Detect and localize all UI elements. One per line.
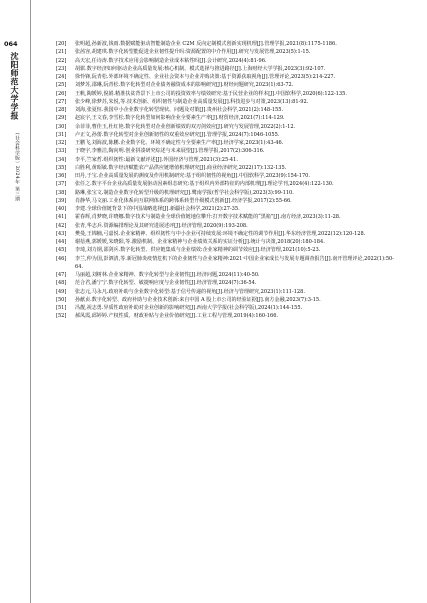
reference-text: 霍春辉,肖梦晓,许晓娜.数字技术与制造业全球价值链地位攀升:打开数字技术赋能的“黑箱”[J].南方经济,2023(3):11-28.: [75, 214, 341, 221]
reference-text: 肖静华,马文丽.工业化体系向互联网体系的跨体系转型升级模式创新[J].经济学报,2017(2):55-66.: [75, 197, 292, 204]
reference-text: 于晓宇,李雅洁,陶向明.创业拼凑研究综述与未来展望[J].管理学报,2017(2):306-316.: [75, 148, 265, 155]
reference-item: [56, 131, 400, 139]
reference-number: [28]: [56, 107, 67, 113]
reference-number: [42]: [56, 222, 67, 229]
reference-item: [56, 172, 400, 180]
reference-item: [56, 197, 400, 205]
journal-issue: （社会科学版）2024年 第三期: [14, 130, 19, 202]
reference-item: [56, 147, 400, 155]
reference-text: 高天宏,任诗涛.数字技术应用会影响制造企业成本粘性吗[J].会计研究,2024(4):81-96.: [75, 57, 267, 64]
reference-number: [26]: [56, 90, 67, 97]
reference-item: [56, 230, 400, 238]
reference-text: 樊曼,王锦楠,弓嘉悦.企业家精神、组织韧性与中小企业可持续发展:环境不确定性的调节作用[J].华东经济管理,2022(12):120-128.: [75, 230, 366, 237]
reference-text: 张少峰,徐梦苏,朱悦,等.技术创新、组织韧性与制造企业高质量发展[J].科技进步与对策,2023(13):81-92.: [75, 98, 309, 105]
reference-text: 赵宸宇,王文春,李雪松.数字化转型如何影响企业全要素生产率[J].财贸经济,2021(7):114-129.: [75, 115, 285, 122]
reference-item: [56, 296, 400, 304]
reference-item: [56, 98, 400, 106]
reference-number: [31]: [56, 131, 67, 138]
reference-number: [22]: [56, 57, 67, 64]
reference-number: [37]: [56, 181, 67, 188]
reference-text: 谢蓓燕,郭媛媛,朱晓阳,等.激励机制、企业家精神与企业绩效关系的实证分析[J].统计与决策,2018(20):180-184.: [75, 239, 325, 245]
reference-text: 张青,华志兵.资源编排理论及其研究进展述评[J].经济管理,2020(9):193-208.: [75, 222, 248, 229]
reference-item: [56, 180, 400, 188]
reference-text: 张明超,孙新波,钱雨.数据赋能驱动智能制造企业 C2M 反向定制模式创新实现机理[J].管理学报,2021(8):1175-1186.: [75, 41, 337, 47]
journal-title: 沈阳师范大学学报: [10, 52, 20, 120]
reference-list: [56, 40, 400, 321]
reference-text: 路琳,张宝文.制造企业数字化转型升级的机理研究[J].鹭南学报(哲学社会科学版),2023(3):99-110.: [75, 189, 294, 196]
journal-sidebar: [0, 0, 31, 603]
reference-item: [56, 271, 400, 279]
reference-text: 田丹,于宝.企业高质量发展的测度及作用机制研究:基于组织韧性的视角[J].中国软科学,2023(9):154-170.: [75, 173, 310, 179]
reference-text: 刘梦苏,邵琳,阮青松.数字化转型对企业债务融资成本的影响研究[J].财经问题研究,2023(1):63-72.: [75, 82, 294, 89]
reference-number: [23]: [56, 65, 67, 72]
reference-number: [40]: [56, 206, 67, 212]
reference-item: [56, 106, 400, 114]
reference-text: 范合君,潘宁宁.数字化转型、敏捷响应度与企业韧性[J].经济管理,2024(7):36-54.: [75, 280, 257, 287]
reference-number: [27]: [56, 98, 67, 105]
reference-item: [56, 164, 400, 172]
reference-number: [46]: [56, 255, 67, 262]
reference-number: [21]: [56, 49, 67, 56]
reference-item: [56, 90, 400, 98]
reference-text: 刘海,张夏恒.我国中小企业数字化转型现状、问题及对策[J].贵州社会科学,2021(2):148-155.: [75, 107, 284, 113]
reference-item: [56, 238, 400, 246]
reference-item: [56, 40, 400, 48]
reference-item: [56, 73, 400, 81]
reference-number: [34]: [56, 156, 67, 163]
reference-text: 张茜容,胡建琪.数字化转型能促进企业韧性提升吗:资源配置的中介作用[J].研究与发展管理,2023(5):1-15.: [75, 49, 311, 56]
reference-item: [56, 213, 400, 221]
reference-item: [56, 65, 400, 73]
reference-item: [56, 189, 400, 197]
reference-text: 冯靓,祝志勇.异质性政府补助对企业创新的影响研究[J].西南大学学报(社会科学版),2024(1):144-155.: [75, 305, 303, 311]
reference-number: [35]: [56, 164, 67, 171]
reference-item: [56, 57, 400, 65]
reference-item: [56, 246, 400, 254]
reference-text: 李建.全球价值链背景下的中国战略选择[J].新疆社会科学,2021(2):27-35.: [75, 206, 240, 212]
reference-text: 张志元,马永凡.政府补助与企业数字化转型:基于信号传递的视角[J].经济与管理研究,2023(1):111-128.: [75, 288, 305, 295]
reference-number: [24]: [56, 74, 67, 80]
reference-number: [45]: [56, 247, 67, 254]
reference-number: [20]: [56, 41, 67, 47]
reference-number: [33]: [56, 148, 67, 155]
reference-item: [56, 156, 400, 164]
reference-text: 白胜利,黄昭敏.数字经济赋能农产品供应链增值机理研究[J].商业经济研究,2022(17):132-135.: [75, 164, 287, 171]
reference-item: [56, 123, 400, 131]
reference-number: [32]: [56, 140, 67, 146]
reference-number: [48]: [56, 280, 67, 287]
reference-text: 卢正文,孙蕾.数字化转型对企业创新韧性的双重效应研究[J].管理学报,2024(7):1046-1055.: [75, 131, 280, 138]
reference-item: [56, 81, 400, 89]
page-number: 064: [4, 40, 18, 48]
reference-text: 孙献贞.数字化转型、政府补助与企业技术创新:来自中国 A 股上市公司的经验证据[J].南方金融,2023(7):3-15.: [75, 296, 321, 303]
reference-number: [50]: [56, 296, 67, 303]
reference-item: [56, 304, 400, 312]
reference-number: [47]: [56, 272, 67, 278]
reference-number: [29]: [56, 115, 67, 122]
reference-text: 徐怜锋,阮青松.外部环境不确定性、企业社会资本与企业并购决策:基于资源获取视角[J].管理评论,2023(5):214-227.: [75, 74, 336, 80]
reference-text: 王帆,陶媛婷,倪娟.精准扶贫背景下上市公司的投资效率与绩效研究:基于民营企业的样本[J].中国软科学,2020(6):122-135.: [75, 90, 347, 97]
reference-text: 张任之.数字平台企业高质量发展驱动因素组态研究:基于组织内外部特征的内部机理[J].理论学刊,2024(4):122-130.: [75, 181, 334, 188]
reference-item: [56, 288, 400, 296]
reference-number: [49]: [56, 288, 67, 295]
reference-text: 余菲菲,曹佳玉,杜红艳.数字化转型对企业创新绩效的双刃剑效应[J].研究与发展管理,2022(2):1-12.: [75, 123, 296, 130]
reference-text: 郝凤霞,邱婷婷.产权性质、财政补贴与企业价值研究[J].工业工程与管理,2019(4):160-166.: [75, 313, 279, 320]
reference-item: [56, 222, 400, 230]
reference-number: [52]: [56, 313, 67, 320]
reference-number: [39]: [56, 197, 67, 204]
reference-number: [43]: [56, 230, 67, 237]
reference-item: [56, 279, 400, 287]
reference-item: [56, 114, 400, 122]
reference-number: [30]: [56, 123, 67, 130]
reference-text: 王鹏飞,刘海波,陈鹏.企业数字化、环境不确定性与全要素生产率[J].经济学家,2023(1):43-46.: [75, 140, 284, 146]
reference-text: 李兰,仲为国,彭泗清,等.新冠肺炎疫情危机下的企业韧性与企业家精神:2021·中国企业家成长与发展专题调查报告[J].南开管理评论,2022(1):50-64.: [75, 255, 394, 270]
reference-number: [41]: [56, 214, 67, 221]
reference-text: 马丽超,刘树林.企业家精神、数字化转型与企业韧性[J].经济问题,2024(11):40-50.: [75, 272, 260, 278]
reference-number: [25]: [56, 82, 67, 89]
reference-item: [56, 139, 400, 147]
reference-number: [44]: [56, 239, 67, 245]
reference-text: 李平,竺家哲.组织韧性:最新文献评述[J].外国经济与管理,2021(3):25-41.: [75, 156, 238, 163]
reference-number: [36]: [56, 173, 67, 179]
reference-item: [56, 312, 400, 320]
reference-number: [38]: [56, 189, 67, 196]
reference-item: [56, 48, 400, 56]
reference-number: [51]: [56, 305, 67, 311]
reference-item: [56, 255, 400, 272]
reference-text: 李琦,刘力钢,邵剑兵.数字化转型、供应链集成与企业绩效:企业家精神的调节效应[J].经济管理,2021(10):5-23.: [75, 247, 321, 254]
reference-text: 胡骐.数字经济如何驱动企业高质量发展:核心机制、模式选择与推进路径[J].上海财经大学学报,2023(3):92-107.: [75, 65, 326, 72]
reference-item: [56, 205, 400, 213]
